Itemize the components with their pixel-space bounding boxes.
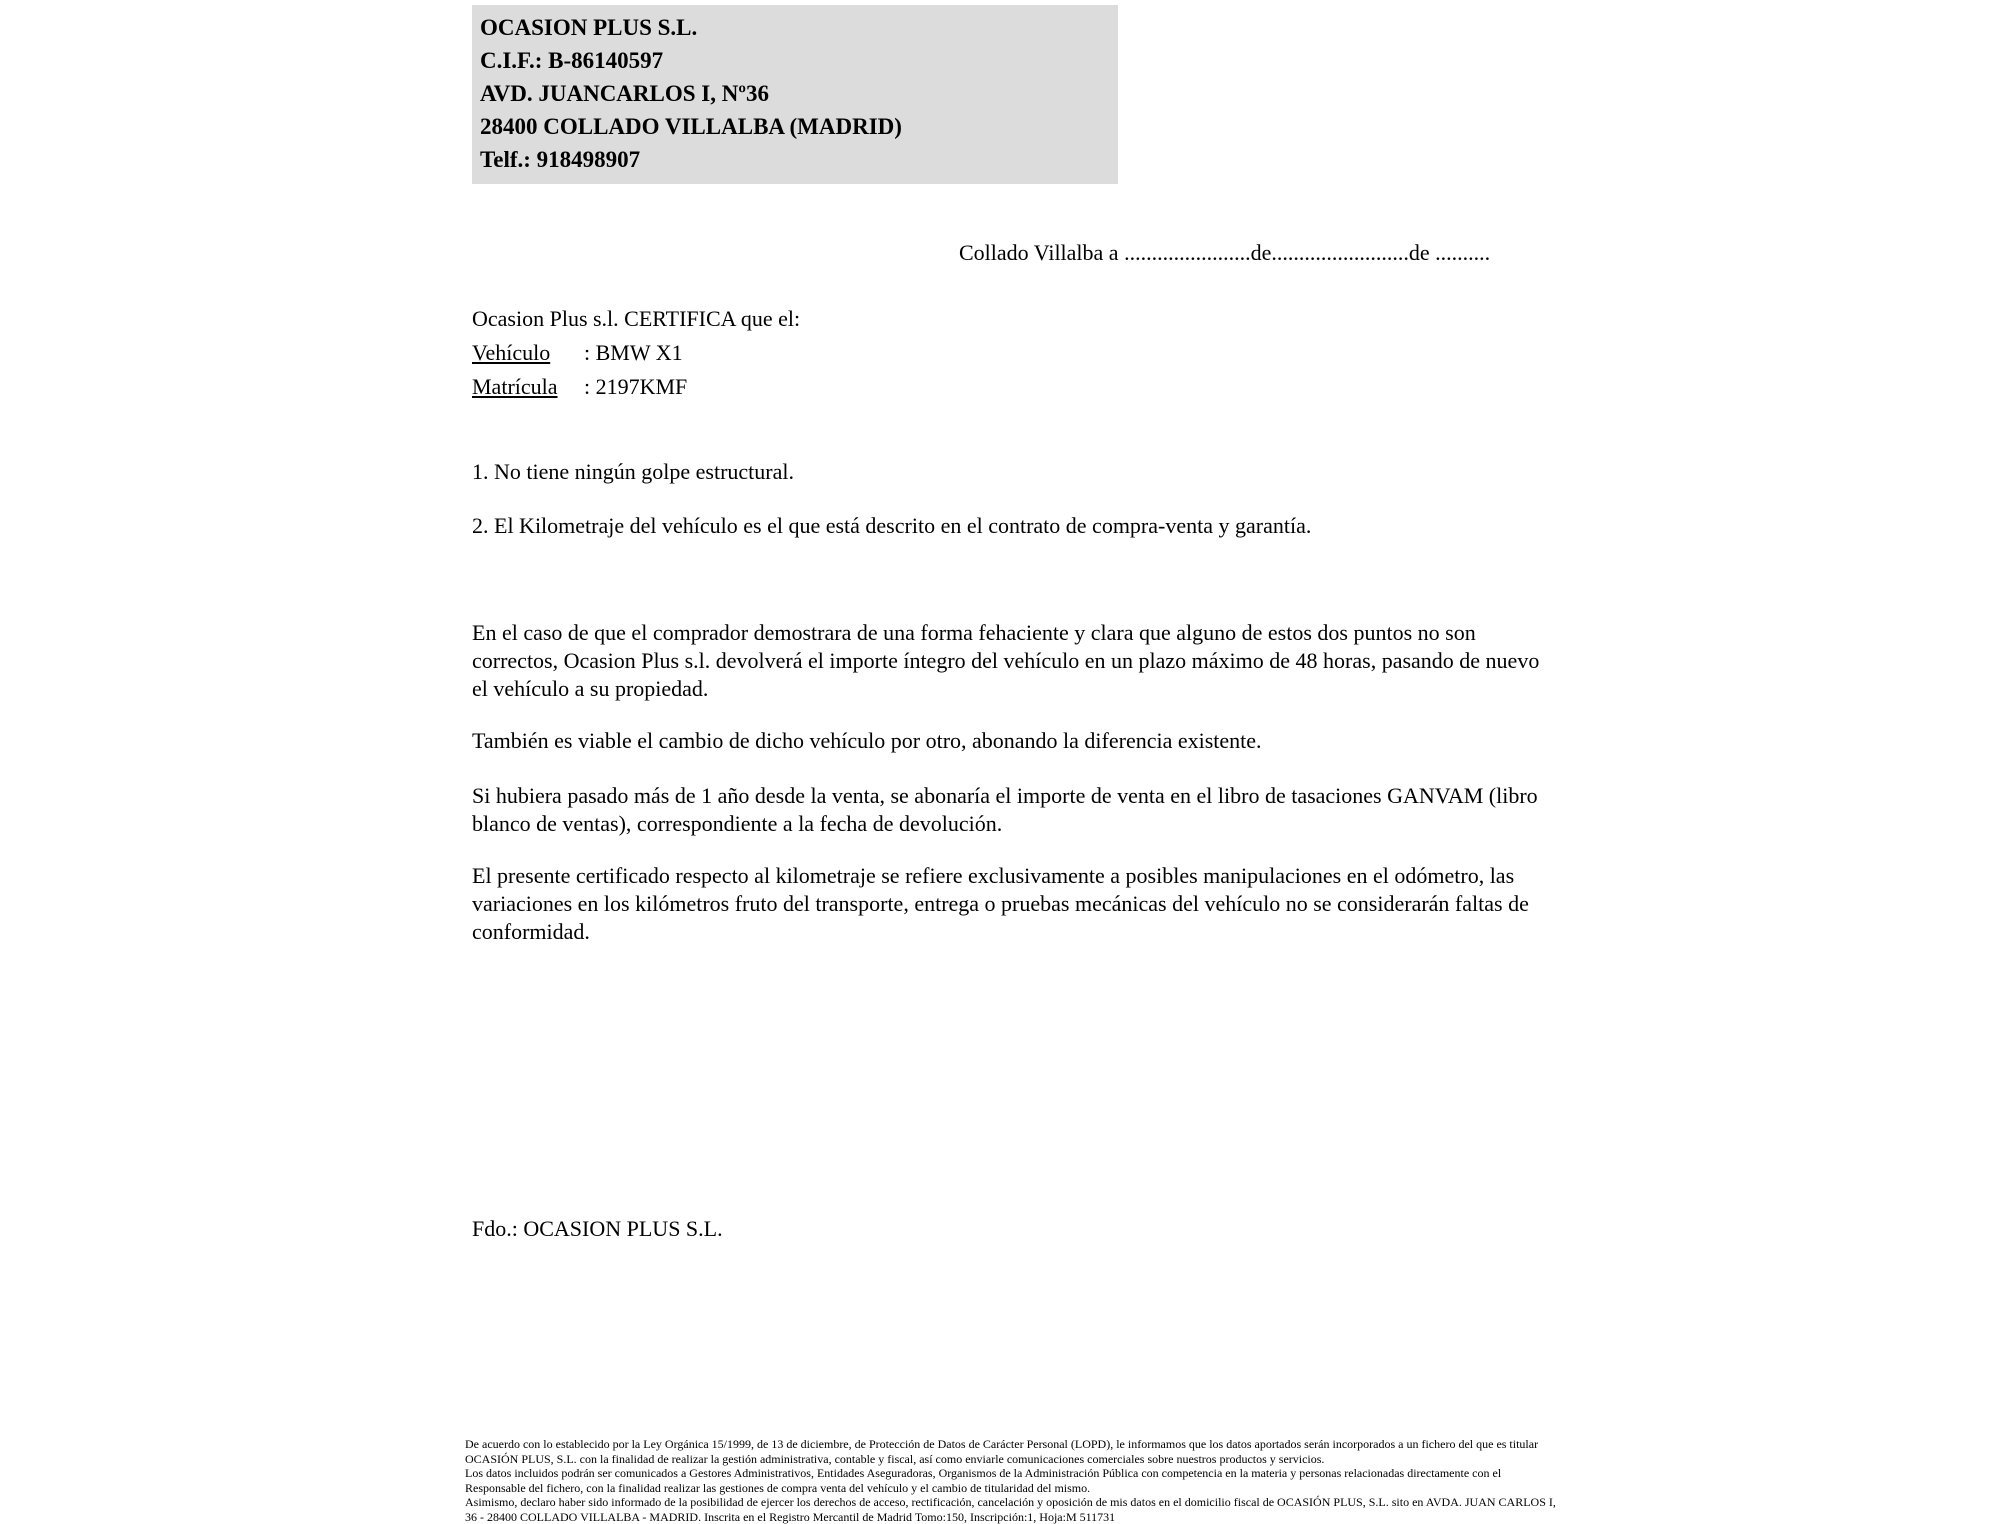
legal-paragraph-lopd: De acuerdo con lo establecido por la Ley Orgánica 15/1999, de 13 de diciembre, de Protección de Datos de Carácter Personal (LOPD), le informamos que los datos aportados serán incorporados a un fichero del que es titular OCASIÓN PLUS, S.L. con la finalidad de realizar la gestión administrativa, contable y fiscal, así como enviarle comunicaciones comerciales sobre nuestros productos y servicios. — [465, 1437, 1539, 1466]
paragraph-ganvam: Si hubiera pasado más de 1 año desde la venta, se abonaría el importe de venta en el libro de tasaciones GANVAM (libro blanco de ventas), correspondiente a la fecha de devolución. — [472, 783, 1538, 836]
company-header-box — [472, 5, 1118, 184]
signature-line: Fdo.: OCASION PLUS S.L. — [472, 1216, 723, 1241]
paragraph-exchange: También es viable el cambio de dicho vehículo por otro, abonando la diferencia existente. — [472, 728, 1262, 753]
company-address: AVD. JUANCARLOS I, Nº36 — [480, 81, 769, 106]
paragraph-refund: En el caso de que el comprador demostrara de una forma fehaciente y clara que alguno de estos dos puntos no son correctos, Ocasion Plus s.l. devolverá el importe íntegro del vehículo en un plazo máximo de 48 horas, pasando de nuevo el vehículo a su propiedad. — [472, 620, 1540, 701]
company-cif: C.I.F.: B-86140597 — [480, 48, 664, 73]
plate-row — [472, 370, 800, 404]
vehicle-value: : BMW X1 — [584, 340, 683, 365]
company-name: OCASION PLUS S.L. — [480, 15, 698, 40]
plate-value: : 2197KMF — [584, 374, 688, 399]
vehicle-row — [472, 336, 800, 370]
point-2: 2. El Kilometraje del vehículo es el que está descrito en el contrato de compra-venta y garantía. — [472, 513, 1312, 538]
certify-block — [472, 302, 800, 404]
plate-label: Matrícula — [472, 374, 558, 399]
legal-footer — [465, 1437, 1557, 1524]
legal-paragraph-rights: Asimismo, declaro haber sido informado de la posibilidad de ejercer los derechos de acceso, rectificación, cancelación y oposición de mis datos en el domicilio fiscal de OCASIÓN PLUS, S.L. sito en AVDA. JUAN CARLOS I, 36 - 28400 COLLADO VILLALBA - MADRID. Inscrita en el Registro Mercantil de Madrid Tomo:150, Inscripción:1, Hoja:M 511731 — [465, 1495, 1556, 1524]
vehicle-label: Vehículo — [472, 340, 551, 365]
company-city: 28400 COLLADO VILLALBA (MADRID) — [480, 114, 902, 139]
legal-paragraph-data-sharing: Los datos incluidos podrán ser comunicados a Gestores Administrativos, Entidades Aseguradoras, Organismos de la Administración Pública con competencia en la materia y personas relacionadas directamente con el Responsable del fichero, con la finalidad realizar las gestiones de compra venta del vehículo y el cambio de titularidad del mismo. — [465, 1466, 1502, 1495]
company-phone: Telf.: 918498907 — [480, 147, 641, 172]
paragraph-odometer: El presente certificado respecto al kilometraje se refiere exclusivamente a posibles manipulaciones en el odómetro, las variaciones en los kilómetros fruto del transporte, entrega o pruebas mecánicas del vehículo no se considerarán faltas de conformidad. — [472, 863, 1529, 944]
certify-intro: Ocasion Plus s.l. CERTIFICA que el: — [472, 306, 801, 331]
point-1: 1. No tiene ningún golpe estructural. — [472, 459, 794, 484]
date-line: Collado Villalba a .......................de.........................de .......... — [959, 240, 1491, 265]
